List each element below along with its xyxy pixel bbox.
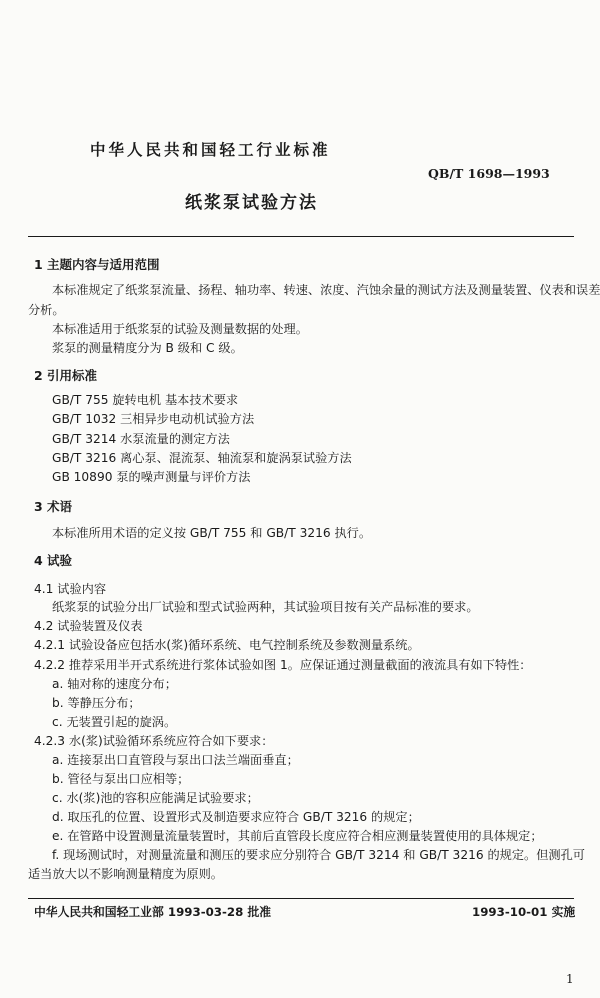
page-number: 1	[566, 972, 574, 986]
section-1-paragraph-3: 浆泵的测量精度分为 B 级和 C 级。	[52, 341, 243, 355]
clause-4-2-1: 4.2.1 试验设备应包括水(浆)循环系统、电气控制系统及参数测量系统。	[34, 638, 420, 652]
section-3-paragraph: 本标准所用术语的定义按 GB/T 755 和 GB/T 3216 执行。	[52, 526, 372, 540]
section-2-heading: 2 引用标准	[34, 368, 98, 383]
reference-item: GB/T 1032 三相异步电动机试验方法	[52, 412, 255, 426]
list-item: b. 管径与泵出口应相等；	[52, 772, 190, 786]
section-4-heading: 4 试验	[34, 553, 73, 568]
list-item: c. 水(浆)池的容积应能满足试验要求；	[52, 791, 259, 805]
subsection-4-1-paragraph: 纸浆泵的试验分出厂试验和型式试验两种，其试验项目按有关产品标准的要求。	[52, 600, 479, 614]
reference-item: GB/T 3214 水泵流量的测定方法	[52, 432, 230, 446]
subsection-4-1-heading: 4.1 试验内容	[34, 582, 107, 596]
section-3-heading: 3 术语	[34, 499, 73, 514]
header-rule	[28, 236, 574, 237]
list-item: c. 无装置引起的旋涡。	[52, 715, 177, 729]
list-item: b. 等静压分布；	[52, 696, 141, 710]
list-item: f. 现场测试时，对测量流量和测压的要求应分别符合 GB/T 3214 和 GB/T 3216 的规定。但测孔可	[52, 848, 585, 862]
section-1-paragraph-1-cont: 分析。	[28, 303, 65, 317]
list-item: d. 取压孔的位置、设置形式及制造要求应符合 GB/T 3216 的规定；	[52, 810, 420, 824]
clause-4-2-3: 4.2.3 水(浆)试验循环系统应符合如下要求：	[34, 734, 274, 748]
footer-rule	[28, 898, 574, 899]
reference-item: GB/T 3216 离心泵、混流泵、轴流泵和旋涡泵试验方法	[52, 451, 352, 465]
list-item: a. 连接泵出口直管段与泵出口法兰端面垂直；	[52, 753, 299, 767]
list-item: a. 轴对称的速度分布；	[52, 677, 177, 691]
standard-header: 中华人民共和国轻工行业标准	[90, 141, 331, 159]
standard-code: QB/T 1698—1993	[428, 166, 550, 181]
section-1-paragraph-1: 本标准规定了纸浆泵流量、扬程、轴功率、转速、浓度、汽蚀余量的测试方法及测量装置、仪表和误差	[52, 283, 600, 297]
document-title: 纸浆泵试验方法	[185, 193, 318, 213]
clause-4-2-2: 4.2.2 推荐采用半开式系统进行浆体试验如图 1。应保证通过测量截面的液流具有如下特性：	[34, 658, 532, 672]
section-1-paragraph-2: 本标准适用于纸浆泵的试验及测量数据的处理。	[52, 322, 308, 336]
list-item: e. 在管路中设置测量流量装置时，其前后直管段长度应符合相应测量装置使用的具体规定；	[52, 829, 543, 843]
list-item-cont: 适当放大以不影响测量精度为原则。	[28, 867, 223, 881]
reference-item: GB 10890 泵的噪声测量与评价方法	[52, 470, 251, 484]
implementation-date: 1993-10-01 实施	[472, 905, 576, 919]
section-1-heading: 1 主题内容与适用范围	[34, 257, 160, 272]
approval-note: 中华人民共和国轻工业部 1993-03-28 批准	[34, 905, 272, 919]
subsection-4-2-heading: 4.2 试验装置及仪表	[34, 619, 143, 633]
reference-item: GB/T 755 旋转电机 基本技术要求	[52, 393, 239, 407]
